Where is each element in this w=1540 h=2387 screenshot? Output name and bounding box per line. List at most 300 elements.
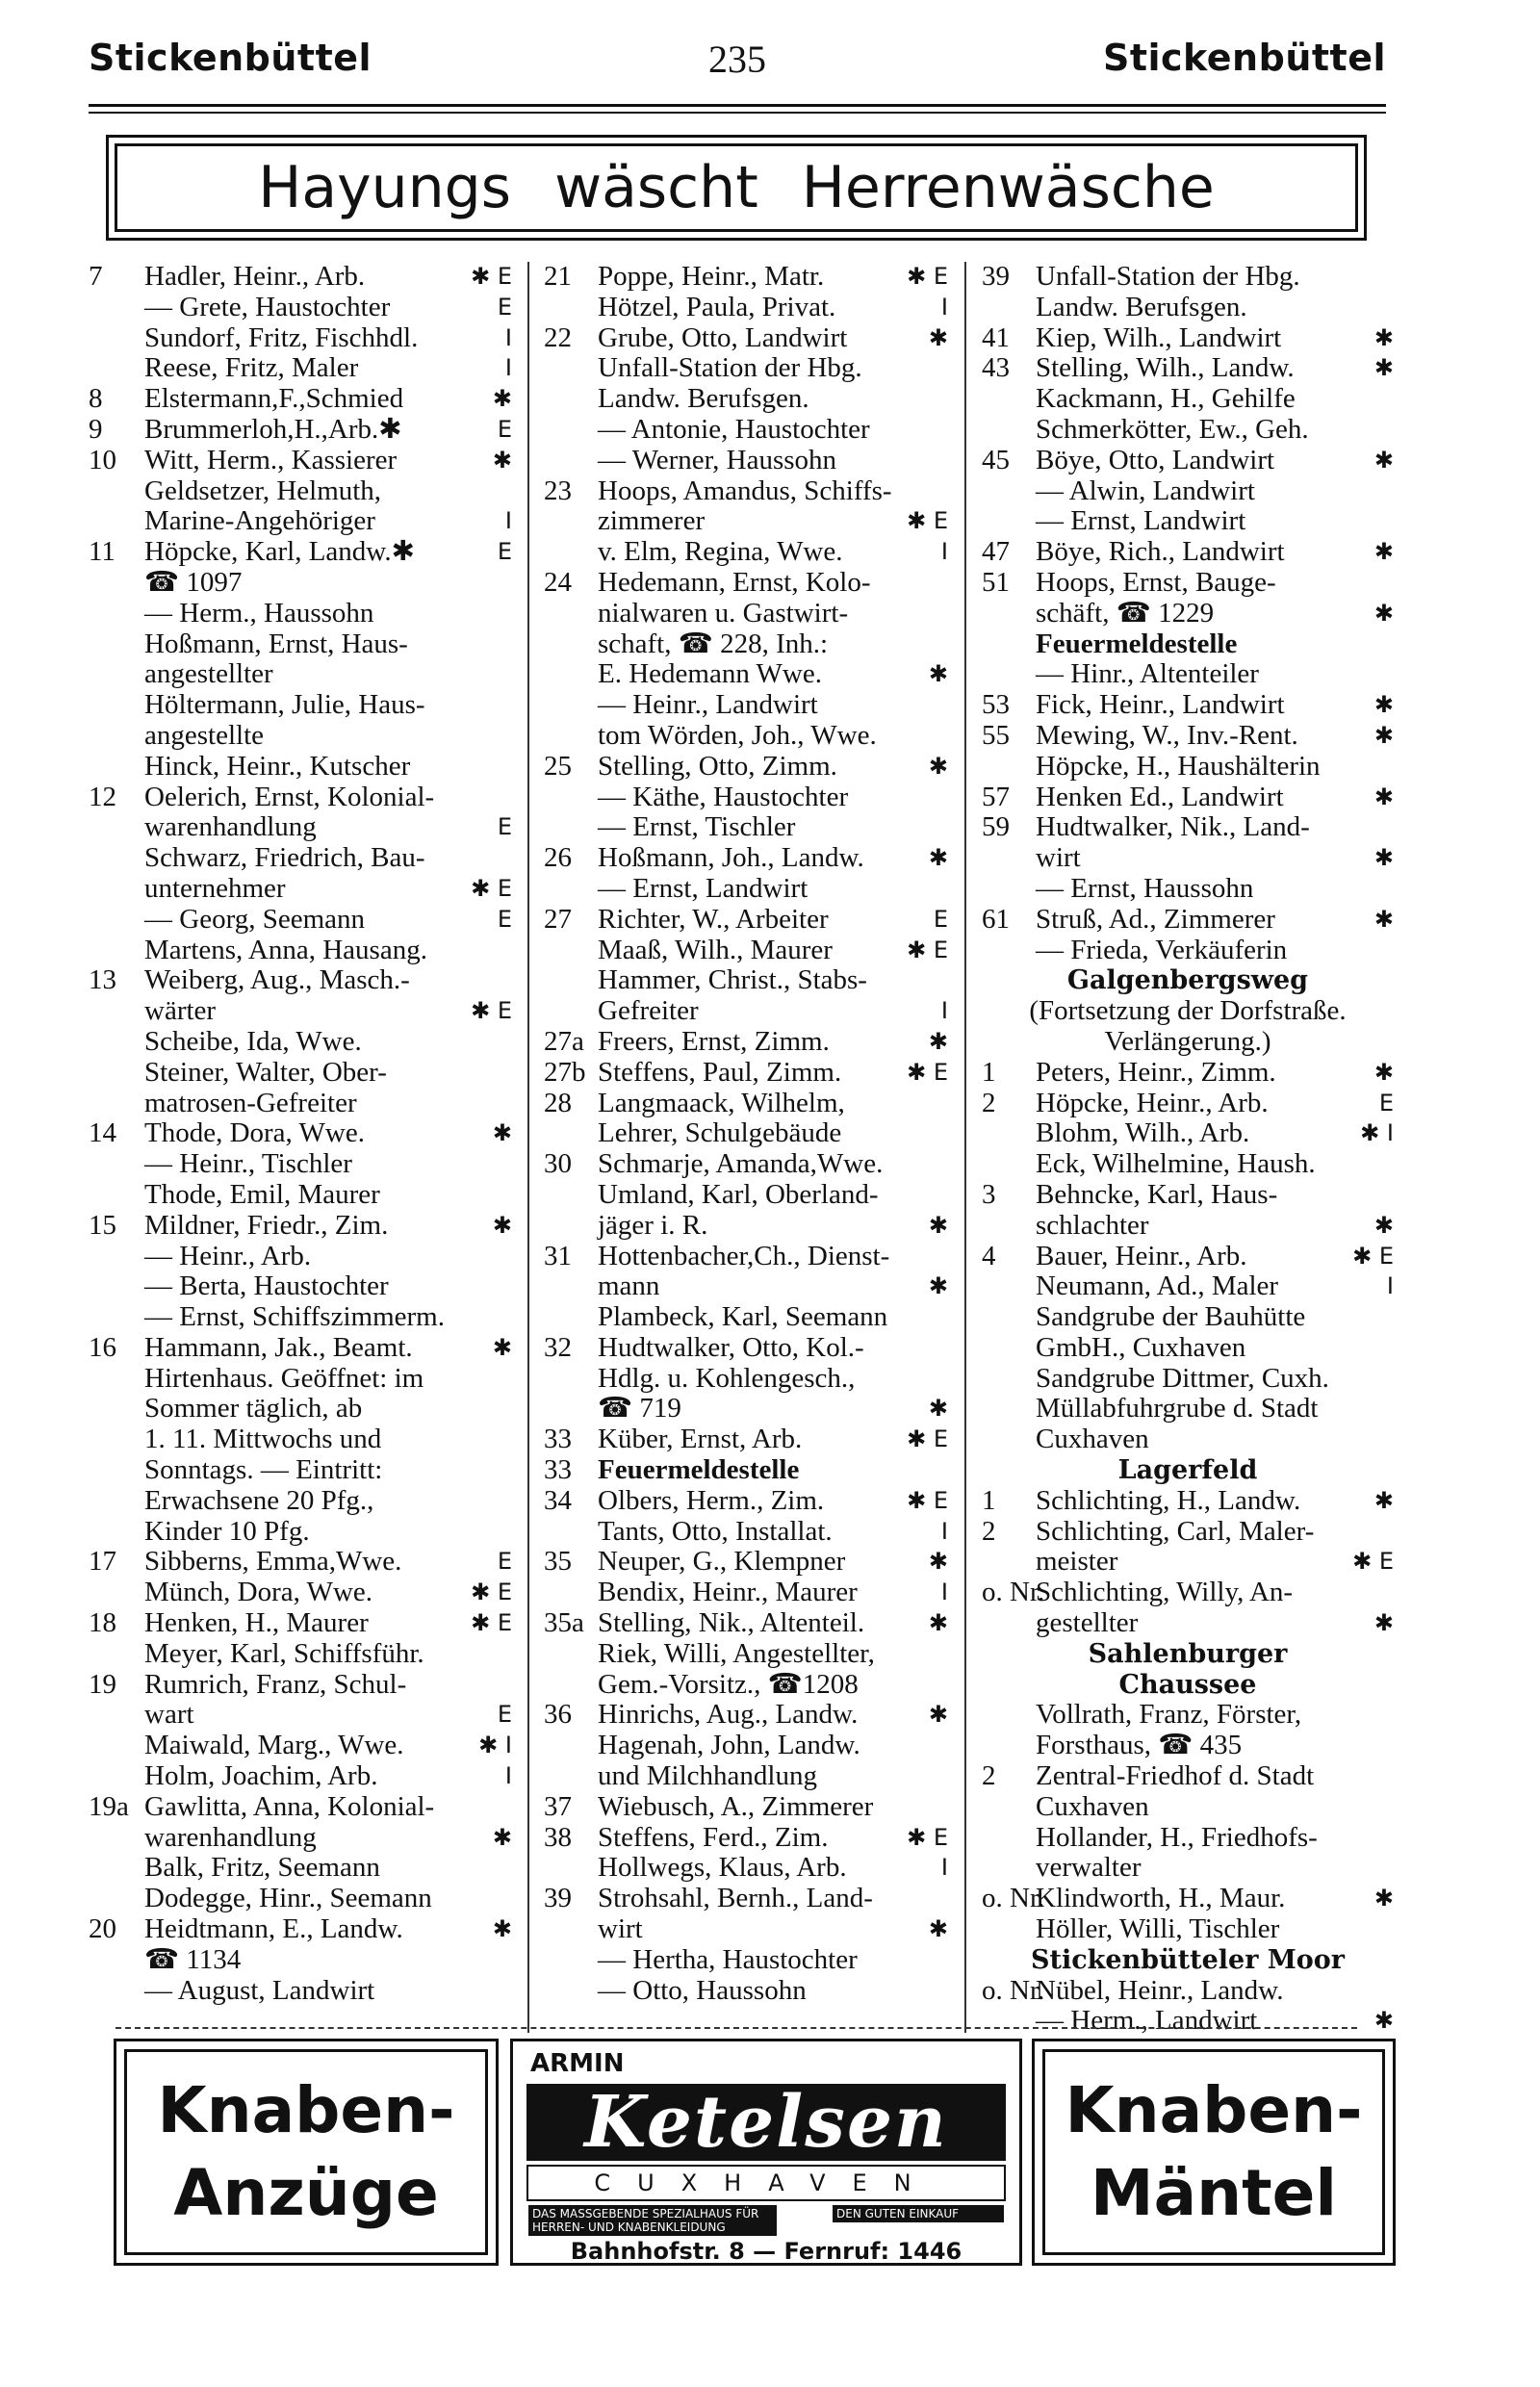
resident-name: angestellter: [144, 658, 273, 690]
resident-name: — Ernst, Tischler: [598, 811, 796, 843]
directory-entry: [89, 1761, 512, 1792]
resident-name: Strohsahl, Bernh., Land-: [598, 1883, 873, 1914]
resident-name: ☎ 1134: [144, 1943, 242, 1975]
house-number: 27: [544, 903, 572, 935]
directory-entry: [89, 1149, 512, 1180]
directory-entry: [982, 415, 1394, 446]
ketelsen-logo: Ketelsen: [526, 2084, 1006, 2161]
resident-name: angestellte: [144, 719, 265, 751]
directory-entry: [982, 1547, 1394, 1578]
resident-name: Hinrichs, Aug., Landw.: [598, 1699, 859, 1731]
house-number: 24: [544, 566, 572, 598]
entry-code: ✱ E: [471, 874, 512, 902]
resident-name: — Ernst, Landwirt: [598, 872, 808, 904]
directory-entry: [982, 599, 1394, 629]
directory-entry: [89, 1823, 512, 1854]
directory-entry: [544, 599, 948, 629]
resident-name: Holm, Joachim, Arb.: [144, 1760, 378, 1792]
directory-entry: [544, 874, 948, 905]
entry-code: I: [1386, 1272, 1394, 1300]
directory-entry: [982, 353, 1394, 384]
resident-name: wart: [144, 1699, 194, 1731]
house-number: 1: [982, 1056, 996, 1088]
directory-entry: [89, 1455, 512, 1486]
entry-code: ✱: [1373, 446, 1394, 474]
resident-name: Umland, Karl, Oberland-: [598, 1178, 879, 1210]
directory-entry: [544, 384, 948, 415]
resident-name: unternehmer: [144, 872, 286, 904]
resident-name: Neumann, Ad., Maler: [1036, 1270, 1279, 1302]
resident-name: Hudtwalker, Otto, Kol.-: [598, 1331, 864, 1363]
header-right-title: Stickenbüttel: [1102, 37, 1386, 79]
entry-code: E: [497, 813, 512, 841]
entry-code: I: [940, 293, 948, 321]
directory-entry: [982, 783, 1394, 813]
directory-entry: [544, 537, 948, 568]
entry-code: ✱: [928, 844, 948, 872]
resident-name: Eck, Wilhelmine, Haush.: [1036, 1148, 1316, 1180]
directory-entry: [982, 1089, 1394, 1119]
entry-code: ✱: [928, 1548, 948, 1576]
resident-name: Wiebusch, A., Zimmerer: [598, 1790, 874, 1822]
house-number: 23: [544, 475, 572, 506]
resident-name: und Milchhandlung: [598, 1760, 817, 1792]
house-number: 26: [544, 842, 572, 874]
directory-entry: [89, 1211, 512, 1242]
resident-name: Hoops, Amandus, Schiffs-: [598, 475, 892, 506]
directory-entry: [544, 476, 948, 507]
entry-code: ✱: [928, 323, 948, 351]
resident-name: Sommer täglich, ab: [144, 1393, 363, 1424]
directory-entry: [544, 1394, 948, 1424]
directory-entry: [982, 1578, 1394, 1608]
resident-name: Hottenbacher,Ch., Dienst-: [598, 1240, 890, 1271]
resident-name: Gem.-Vorsitz., ☎1208: [598, 1668, 859, 1700]
entry-code: I: [940, 1578, 948, 1606]
resident-name: — Hinr., Altenteiler: [1036, 658, 1259, 690]
resident-name: Gefreiter: [598, 995, 699, 1027]
house-number: 36: [544, 1699, 572, 1731]
house-number: 45: [982, 444, 1010, 475]
resident-name: Böye, Otto, Landwirt: [1036, 444, 1275, 475]
directory-entry: [89, 1884, 512, 1914]
entry-code: ✱: [1373, 721, 1394, 749]
directory-entry: [544, 293, 948, 323]
directory-entry: [544, 1670, 948, 1701]
resident-name: Marine-Angehöriger: [144, 505, 375, 537]
resident-name: Kinder 10 Pfg.: [144, 1515, 310, 1547]
entry-code: ✱: [928, 1211, 948, 1239]
resident-name: Richter, W., Arbeiter: [598, 903, 829, 935]
directory-entry: [982, 1823, 1394, 1854]
house-number: 32: [544, 1331, 572, 1363]
resident-name: Plambeck, Karl, Seemann: [598, 1301, 888, 1333]
resident-name: — Ernst, Schiffszimmerm.: [144, 1301, 445, 1333]
resident-name: verwalter: [1036, 1852, 1142, 1884]
resident-name: Heidtmann, E., Landw.: [144, 1913, 403, 1945]
directory-entry: [982, 1700, 1394, 1731]
directory-entry: [982, 936, 1394, 966]
directory-entry: [982, 905, 1394, 936]
directory-entry: [544, 1823, 948, 1854]
directory-entry: [982, 1424, 1394, 1455]
resident-name: wärter: [144, 995, 217, 1027]
directory-entry: [89, 1118, 512, 1149]
resident-name: Cuxhaven: [1036, 1790, 1149, 1822]
directory-entry: [982, 965, 1394, 996]
directory-entry: [544, 1149, 948, 1180]
directory-entry: [982, 1211, 1394, 1242]
entry-code: ✱: [492, 1915, 512, 1943]
ad-mid-firstname: ARMIN: [530, 2049, 625, 2078]
directory-entry: [89, 1180, 512, 1211]
resident-name: Hagenah, John, Landw.: [598, 1730, 860, 1761]
directory-entry: [982, 537, 1394, 568]
house-number: 59: [982, 811, 1010, 843]
resident-name: — Heinr., Landwirt: [598, 689, 818, 721]
resident-name: — Werner, Haussohn: [598, 444, 837, 475]
ad-banner: [106, 135, 1367, 241]
resident-name: Feuermeldestelle: [598, 1454, 800, 1486]
resident-name: Geldsetzer, Helmuth,: [144, 475, 382, 506]
directory-entry: [89, 1792, 512, 1823]
entry-code: E: [1378, 1089, 1394, 1116]
resident-name: Hollander, H., Friedhofs-: [1036, 1821, 1318, 1853]
resident-name: — Hertha, Haustochter: [598, 1943, 858, 1975]
resident-name: Witt, Herm., Kassierer: [144, 444, 398, 475]
entry-code: I: [940, 1854, 948, 1882]
resident-name: Maaß, Wilh., Maurer: [598, 934, 833, 965]
entry-code: ✱: [928, 1027, 948, 1055]
directory-entry: [544, 965, 948, 996]
entry-code: ✱ E: [471, 263, 512, 290]
entry-code: ✱: [492, 1119, 512, 1147]
resident-name: Höpcke, Karl, Landw.✱: [144, 536, 415, 568]
house-number: 20: [89, 1913, 116, 1945]
house-number: 37: [544, 1790, 572, 1822]
resident-name: Forsthaus, ☎ 435: [1036, 1730, 1243, 1761]
resident-name: Schwarz, Friedrich, Bau-: [144, 842, 425, 874]
house-number: 27a: [544, 1025, 584, 1057]
house-number: 35: [544, 1546, 572, 1578]
ad-left-line-1: Knaben-: [157, 2073, 455, 2147]
entry-code: ✱: [928, 1395, 948, 1423]
resident-name: — Alwin, Landwirt: [1036, 475, 1255, 506]
ad-right-line-2: Mäntel: [1090, 2156, 1338, 2230]
directory-entry: [89, 599, 512, 629]
resident-name: Sundorf, Fritz, Fischhdl.: [144, 321, 419, 353]
house-number: 33: [544, 1424, 572, 1455]
resident-name: Hudtwalker, Nik., Land-: [1036, 811, 1310, 843]
entry-code: ✱ E: [907, 263, 948, 290]
directory-column-2: [544, 262, 948, 2006]
resident-name: Hirtenhaus. Geöffnet: im: [144, 1362, 424, 1394]
page-header: [89, 37, 1386, 94]
directory-entry: [544, 1792, 948, 1823]
entry-code: ✱: [1373, 599, 1394, 627]
resident-name: Nübel, Heinr., Landw.: [1036, 1974, 1284, 2006]
house-number: 2: [982, 1087, 996, 1118]
directory-entry: [544, 1058, 948, 1089]
resident-name: Klindworth, H., Maur.: [1036, 1883, 1286, 1914]
resident-name: Sandgrube der Bauhütte: [1036, 1301, 1306, 1333]
directory-entry: [982, 1302, 1394, 1333]
directory-entry: [89, 1670, 512, 1701]
house-number: 1: [982, 1484, 996, 1516]
directory-entry: [982, 874, 1394, 905]
directory-entry: [89, 1486, 512, 1517]
page-number: 235: [708, 38, 766, 81]
directory-entry: [982, 1914, 1394, 1945]
resident-name: Hinck, Heinr., Kutscher: [144, 750, 411, 782]
directory-entry: [544, 1333, 948, 1364]
resident-name: Reese, Fritz, Maler: [144, 352, 359, 384]
directory-entry: [982, 506, 1394, 537]
directory-entry: [544, 415, 948, 446]
entry-code: ✱: [1373, 1609, 1394, 1637]
header-left-title: Stickenbüttel: [89, 37, 372, 79]
house-number: 21: [544, 261, 572, 292]
directory-entry: [89, 721, 512, 752]
resident-name: Tants, Otto, Installat.: [598, 1515, 833, 1547]
house-number: 39: [544, 1883, 572, 1914]
resident-name: Bendix, Heinr., Maurer: [598, 1577, 858, 1608]
house-number: 53: [982, 689, 1010, 721]
resident-name: Fick, Heinr., Landwirt: [1036, 689, 1285, 721]
directory-entry: [982, 1180, 1394, 1211]
house-number: 41: [982, 321, 1010, 353]
entry-code: ✱: [1373, 2007, 1394, 2035]
entry-code: ✱ E: [471, 997, 512, 1025]
resident-name: matrosen-Gefreiter: [144, 1087, 357, 1118]
house-number: 16: [89, 1331, 116, 1363]
directory-entry: [89, 1578, 512, 1608]
entry-code: ✱: [492, 446, 512, 474]
resident-name: jäger i. R.: [598, 1209, 708, 1241]
header-rule: [89, 104, 1386, 107]
resident-name: Mewing, W., Inv.-Rent.: [1036, 719, 1298, 751]
resident-name: Stelling, Wilh., Landw.: [1036, 352, 1295, 384]
entry-code: ✱: [1373, 905, 1394, 933]
resident-name: Landw. Berufsgen.: [1036, 291, 1247, 322]
entry-code: ✱: [492, 1211, 512, 1239]
directory-entry: [982, 629, 1394, 660]
ad-mid-tagline: DAS MASSGEBENDE SPEZIALHAUS FÜR HERREN- UND KNABENKLEIDUNG: [528, 2205, 777, 2236]
house-number: 57: [982, 781, 1010, 812]
directory-entry: [544, 843, 948, 874]
directory-entry: [544, 659, 948, 690]
entry-code: ✱ E: [907, 936, 948, 963]
directory-entry: [89, 1394, 512, 1424]
directory-entry: [544, 1180, 948, 1211]
resident-name: Henken, H., Maurer: [144, 1607, 369, 1639]
directory-entry: [544, 446, 948, 476]
entry-code: ✱: [492, 1333, 512, 1361]
resident-name: Feuermeldestelle: [1036, 628, 1238, 659]
directory-entry: [89, 659, 512, 690]
directory-entry: [544, 936, 948, 966]
resident-name: — Ernst, Landwirt: [1036, 505, 1246, 537]
resident-name: Kiep, Wilh., Landwirt: [1036, 321, 1282, 353]
directory-entry: [544, 1302, 948, 1333]
directory-entry: [544, 1976, 948, 2007]
resident-name: — Käthe, Haustochter: [598, 781, 849, 812]
entry-code: E: [497, 415, 512, 443]
directory-entry: [544, 1731, 948, 1761]
resident-name: Erwachsene 20 Pfg.,: [144, 1484, 374, 1516]
house-number: o. Nr.: [982, 1883, 1045, 1914]
entry-code: ✱: [1373, 1211, 1394, 1239]
entry-code: I: [940, 538, 948, 566]
resident-name: Henken Ed., Landwirt: [1036, 781, 1284, 812]
resident-name: Schmerkötter, Ew., Geh.: [1036, 413, 1309, 445]
directory-entry: [982, 996, 1394, 1027]
directory-entry: [982, 1945, 1394, 1976]
house-number: 8: [89, 383, 103, 415]
resident-name: Cuxhaven: [1036, 1424, 1149, 1455]
directory-entry: [982, 2006, 1394, 2037]
resident-name: — Frieda, Verkäuferin: [1036, 934, 1288, 965]
column-divider: [527, 262, 529, 2033]
resident-name: Sonntags. — Eintritt:: [144, 1454, 383, 1486]
house-number: o. Nr.: [982, 1577, 1045, 1608]
directory-entry: [544, 262, 948, 293]
house-number: 34: [544, 1484, 572, 1516]
directory-entry: [89, 629, 512, 660]
directory-column-3: [982, 262, 1394, 2037]
directory-entry: [544, 1700, 948, 1731]
entry-code: ✱: [928, 1915, 948, 1943]
resident-name: Steffens, Paul, Zimm.: [598, 1056, 842, 1088]
resident-name: Höltermann, Julie, Haus-: [144, 689, 425, 721]
entry-code: ✱: [1373, 783, 1394, 810]
directory-entry: [982, 721, 1394, 752]
directory-entry: [89, 1364, 512, 1395]
directory-entry: [982, 1242, 1394, 1272]
resident-name: — Ernst, Haussohn: [1036, 872, 1254, 904]
entry-code: ✱: [1373, 844, 1394, 872]
resident-name: Landw. Berufsgen.: [598, 383, 809, 415]
entry-code: ✱: [928, 752, 948, 780]
directory-entry: [89, 1853, 512, 1884]
resident-name: Hötzel, Paula, Privat.: [598, 291, 836, 322]
house-number: 9: [89, 413, 103, 445]
entry-code: I: [504, 1762, 512, 1790]
directory-entry: [982, 1271, 1394, 1302]
entry-code: ✱ E: [471, 1578, 512, 1606]
resident-name: gestellter: [1036, 1607, 1139, 1639]
directory-entry: [982, 1639, 1394, 1670]
directory-entry: [544, 721, 948, 752]
entry-code: I: [504, 354, 512, 382]
entry-code: ✱ E: [1352, 1548, 1394, 1576]
directory-entry: [89, 384, 512, 415]
directory-entry: [89, 752, 512, 783]
entry-code: E: [497, 293, 512, 321]
ad-mid-tagline-2: DEN GUTEN EINKAUF: [833, 2205, 1004, 2222]
resident-name: mann: [598, 1270, 660, 1302]
directory-entry: [544, 1853, 948, 1884]
resident-name: Stelling, Nik., Altenteil.: [598, 1607, 865, 1639]
street-heading: Galgenbergsweg: [1066, 965, 1309, 996]
ad-mid-address: Bahnhofstr. 8 — Fernruf: 1446: [570, 2238, 962, 2265]
directory-entry: [982, 1394, 1394, 1424]
house-number: 30: [544, 1148, 572, 1180]
ad-left-line-2: Anzüge: [173, 2156, 439, 2230]
directory-entry: [544, 629, 948, 660]
entry-code: I: [940, 1517, 948, 1545]
resident-name: Struß, Ad., Zimmerer: [1036, 903, 1275, 935]
entry-code: E: [497, 538, 512, 566]
ad-banner-text: Hayungs wäscht Herrenwäsche: [115, 143, 1358, 232]
ad-knaben-anzuege: [114, 2039, 499, 2266]
resident-name: Oelerich, Ernst, Kolonial-: [144, 781, 435, 812]
footer-rule: [116, 2027, 1357, 2029]
resident-name: — August, Landwirt: [144, 1974, 375, 2006]
house-number: 10: [89, 444, 116, 475]
directory-entry: [544, 1118, 948, 1149]
directory-entry: [89, 874, 512, 905]
directory-entry: [89, 1242, 512, 1272]
house-number: 28: [544, 1087, 572, 1118]
entry-code: ✱ E: [907, 1058, 948, 1086]
resident-name: schlachter: [1036, 1209, 1149, 1241]
entry-code: E: [497, 905, 512, 933]
street-heading: Sahlenburger: [1088, 1638, 1288, 1669]
resident-name: GmbH., Cuxhaven: [1036, 1331, 1246, 1363]
directory-entry: [544, 1364, 948, 1395]
directory-entry: [982, 1486, 1394, 1517]
directory-entry: [544, 905, 948, 936]
resident-name: wirt: [598, 1913, 643, 1945]
house-number: 15: [89, 1209, 116, 1241]
resident-name: Dodegge, Hinr., Seemann: [144, 1883, 432, 1914]
directory-entry: [982, 1608, 1394, 1639]
resident-name: Elstermann,F.,Schmied: [144, 383, 404, 415]
directory-entry: [89, 1271, 512, 1302]
directory-entry: [89, 568, 512, 599]
directory-entry: [89, 323, 512, 354]
entry-code: ✱ E: [471, 1609, 512, 1637]
house-number: 12: [89, 781, 116, 812]
resident-name: — Herm., Landwirt: [1036, 2005, 1258, 2037]
house-number: 38: [544, 1821, 572, 1853]
resident-name: Schmarje, Amanda,Wwe.: [598, 1148, 884, 1180]
resident-name: — Heinr., Arb.: [144, 1240, 312, 1271]
directory-entry: [544, 1547, 948, 1578]
resident-name: meister: [1036, 1546, 1118, 1578]
directory-entry: [982, 1333, 1394, 1364]
header-rule-2: [89, 112, 1386, 114]
resident-name: Gawlitta, Anna, Kolonial-: [144, 1790, 435, 1822]
directory-entry: [89, 1914, 512, 1945]
resident-name: Balk, Fritz, Seemann: [144, 1852, 380, 1884]
directory-entry: [89, 506, 512, 537]
directory-entry: [544, 1211, 948, 1242]
entry-code: ✱: [1373, 323, 1394, 351]
resident-name: (Fortsetzung der Dorfstraße.: [1029, 995, 1347, 1027]
directory-entry: [89, 446, 512, 476]
entry-code: ✱: [1373, 1885, 1394, 1912]
resident-name: zimmerer: [598, 505, 706, 537]
resident-name: Sibberns, Emma,Wwe.: [144, 1546, 402, 1578]
house-number: 3: [982, 1178, 996, 1210]
directory-entry: [544, 690, 948, 721]
directory-entry: [982, 1118, 1394, 1149]
resident-name: Brummerloh,H.,Arb.✱: [144, 413, 402, 445]
directory-entry: [544, 1242, 948, 1272]
directory-entry: [982, 1455, 1394, 1486]
